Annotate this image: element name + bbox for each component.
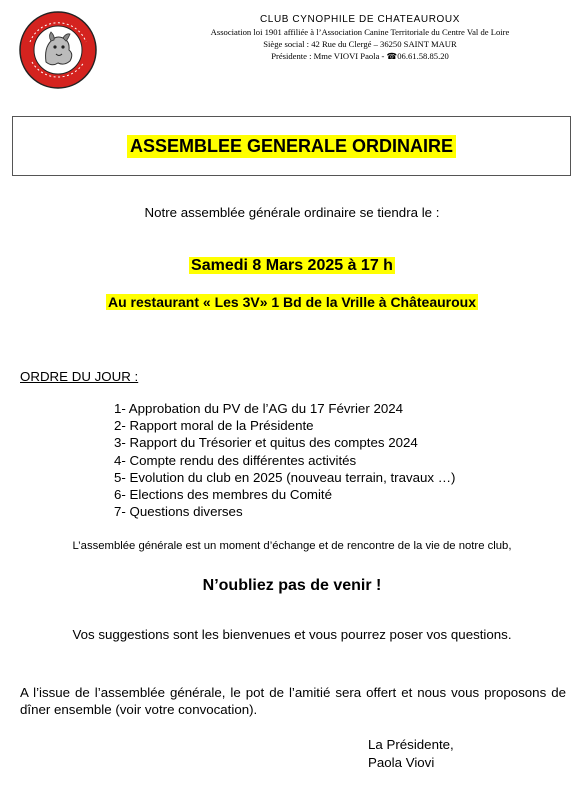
meeting-date-line — [0, 257, 584, 275]
agenda-item: 2- Rapport moral de la Présidente — [114, 418, 314, 434]
note-text: L’assemblée générale est un moment d’échange et de rencontre de la vie de notre club, — [72, 540, 512, 552]
agenda-list — [114, 400, 456, 520]
meeting-venue: Au restaurant « Les 3V» 1 Bd de la Vrille à Châteauroux — [107, 294, 477, 310]
president-contact-line: Présidente : Mme VIOVI Paola - ☎06.61.58.85.20 — [271, 51, 449, 61]
intro-text: Notre assemblée générale ordinaire se tiendra le : — [144, 205, 440, 220]
closing-paragraph: A l’issue de l’assemblée générale, le pot de l’amitié sera offert et nous vous proposons de dîner ensemble (voir votre convocation). — [20, 685, 566, 717]
agenda-item: 6- Elections des membres du Comité — [114, 487, 333, 503]
agenda-item: 5- Evolution du club en 2025 (nouveau terrain, travaux …) — [114, 469, 456, 485]
meeting-venue-line — [0, 294, 584, 310]
meeting-date: Samedi 8 Mars 2025 à 17 h — [191, 257, 393, 274]
agenda-item: 7- Questions diverses — [114, 504, 243, 520]
signature-block — [368, 736, 454, 772]
header — [150, 14, 570, 62]
title-box — [12, 116, 571, 176]
call-to-action: N’oubliez pas de venir ! — [202, 577, 382, 594]
affiliation-line: Association loi 1901 affiliée à l’Association Canine Territoriale du Centre Val de Loire — [210, 27, 510, 37]
agenda-heading: ORDRE DU JOUR : — [20, 369, 139, 384]
agenda-item: 4- Compte rendu des différentes activités — [114, 452, 357, 468]
suggestions-text: Vos suggestions sont les bienvenues et vous pourrez poser vos questions. — [72, 627, 512, 642]
document-title: ASSEMBLEE GENERALE ORDINAIRE — [127, 135, 456, 158]
signature-role: La Présidente, — [368, 737, 454, 752]
club-logo — [18, 10, 98, 90]
agenda-item: 3- Rapport du Trésorier et quitus des comptes 2024 — [114, 435, 418, 451]
address-line: Siège social : 42 Rue du Clergé – 36250 SAINT MAUR — [263, 39, 457, 49]
agenda-item: 1- Approbation du PV de l’AG du 17 Février 2024 — [114, 401, 404, 416]
signature-name: Paola Viovi — [368, 755, 435, 770]
club-name: CLUB CYNOPHILE DE CHATEAUROUX — [259, 14, 461, 25]
